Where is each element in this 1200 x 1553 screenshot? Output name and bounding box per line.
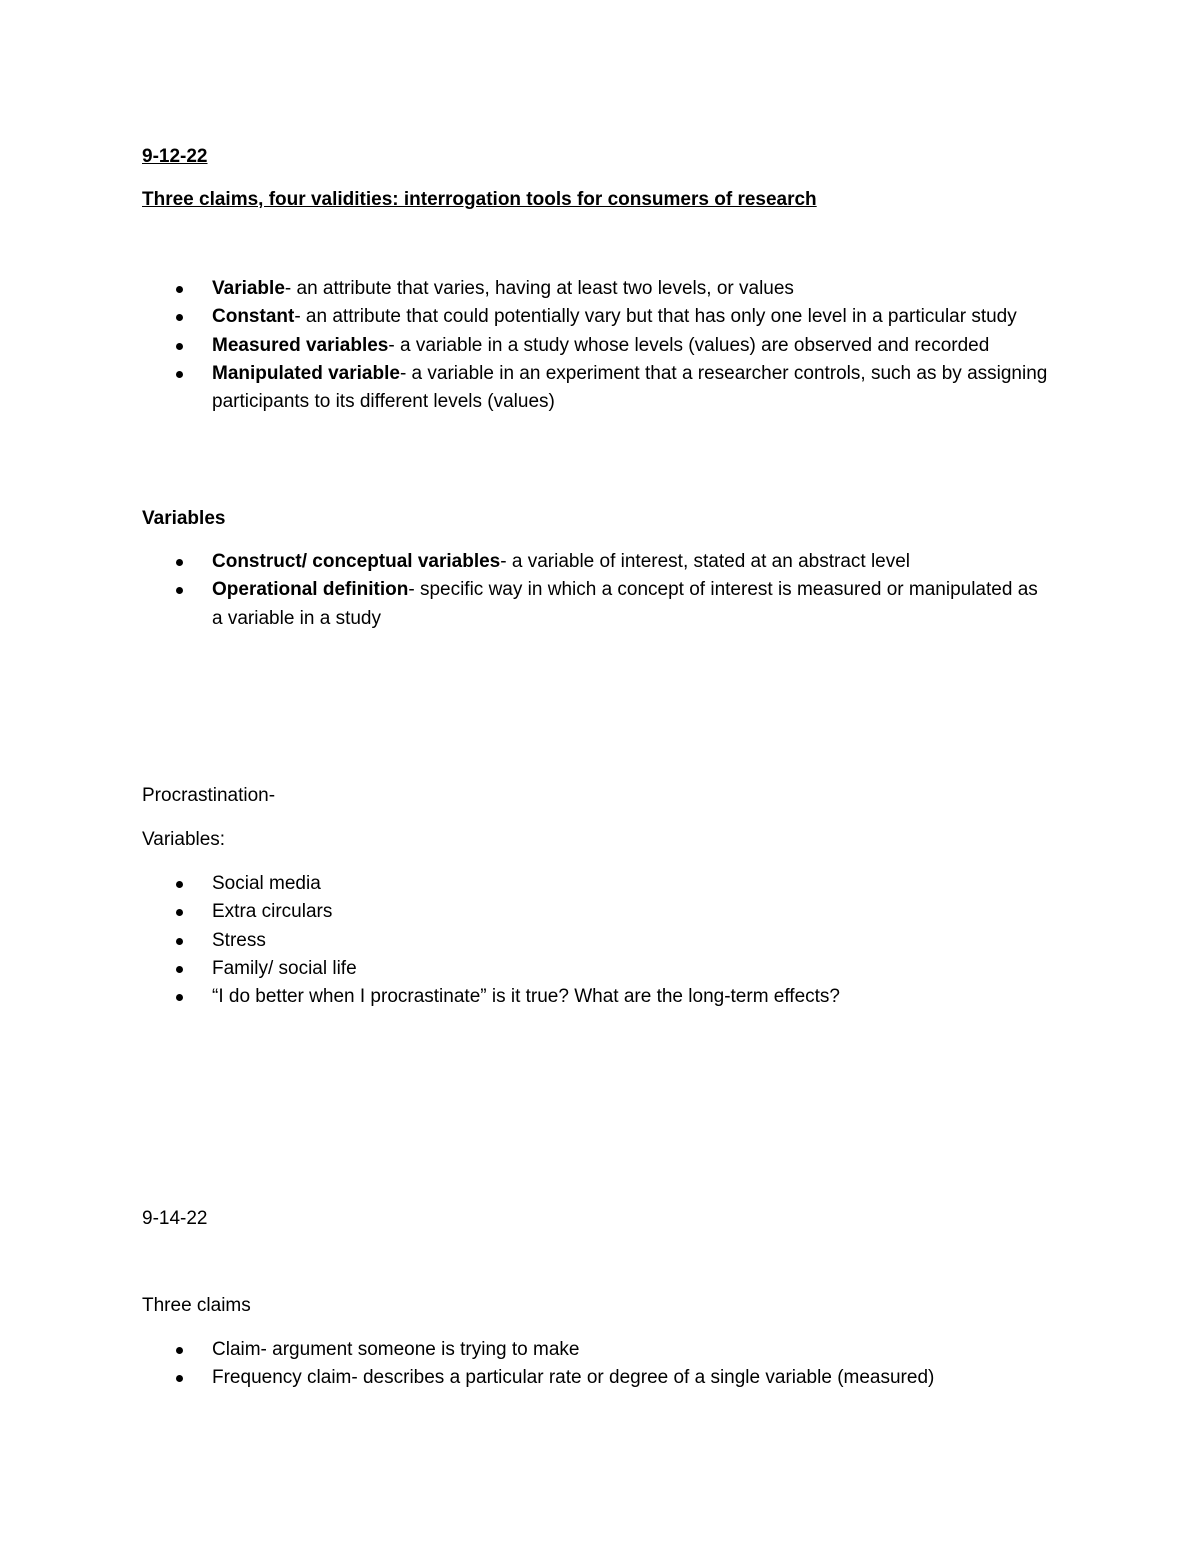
item-text: Extra circulars [212,901,333,923]
list-item [142,870,1052,898]
list-item [142,955,1052,983]
list-item [142,548,1052,576]
item-text: “I do better when I procrastinate” is it true? What are the long-term effects? [212,986,841,1008]
definition-text: - a variable of interest, stated at an abstract level [500,551,911,572]
variables-label: Variables: [142,829,226,850]
bullet-icon [176,1375,183,1382]
section-heading: Three claims, four validities: interrogation tools for consumers of research [142,189,817,210]
bullet-icon [176,994,183,1001]
bullet-icon [176,966,183,973]
date-heading-1: 9-12-22 [142,146,208,167]
item-text: Stress [212,929,266,951]
list-item [142,1336,1052,1364]
bullet-icon [176,371,183,378]
definition-text: - an attribute that varies, having at least two levels, or values [284,278,794,299]
definition-text: - a variable in an experiment that a researcher controls, such as by assigning participants to its different levels (values) [212,362,1048,413]
definition-text: - a variable in a study whose levels (values) are observed and recorded [388,334,990,356]
list-item [142,983,1052,1011]
bullet-icon [176,909,183,916]
term-label: Constant [212,306,295,328]
bullet-icon [176,314,183,321]
definitions-list [142,275,1052,416]
bullet-icon [176,286,183,293]
variable-definitions-list [142,548,1052,633]
bullet-icon [176,1347,183,1354]
item-text: Family/ social life [212,957,357,979]
item-text: Social media [212,873,321,894]
variables-heading: Variables [142,508,226,529]
list-item [142,927,1052,955]
bullet-icon [176,881,183,888]
definition-text: - specific way in which a concept of interest is measured or manipulated as a variable in a study [212,579,1038,629]
list-item [142,332,1052,360]
term-label: Measured variables [212,334,389,356]
item-text: Claim- argument someone is trying to make [212,1339,580,1360]
date-heading-2: 9-14-22 [142,1208,208,1229]
bullet-icon [176,343,183,350]
list-item [142,898,1052,926]
bullet-icon [176,938,183,945]
term-label: Manipulated variable [212,362,400,384]
term-label: Construct/ conceptual variables [212,551,501,572]
list-item [142,576,1052,633]
list-item [142,275,1052,303]
bullet-icon [176,559,183,566]
definition-text: - an attribute that could potentially vary but that has only one level in a particular study [294,306,1017,328]
list-item [142,1364,1052,1392]
item-text: Frequency claim- describes a particular rate or degree of a single variable (measured) [212,1367,935,1389]
bullet-icon [176,587,183,594]
three-claims-label: Three claims [142,1295,251,1316]
term-label: Operational definition [212,579,409,601]
procrastination-label: Procrastination- [142,785,276,806]
procrastination-variables-list [142,870,1052,1011]
term-label: Variable [212,278,285,299]
list-item [142,303,1052,331]
claims-list [142,1336,1052,1393]
list-item [142,360,1052,417]
